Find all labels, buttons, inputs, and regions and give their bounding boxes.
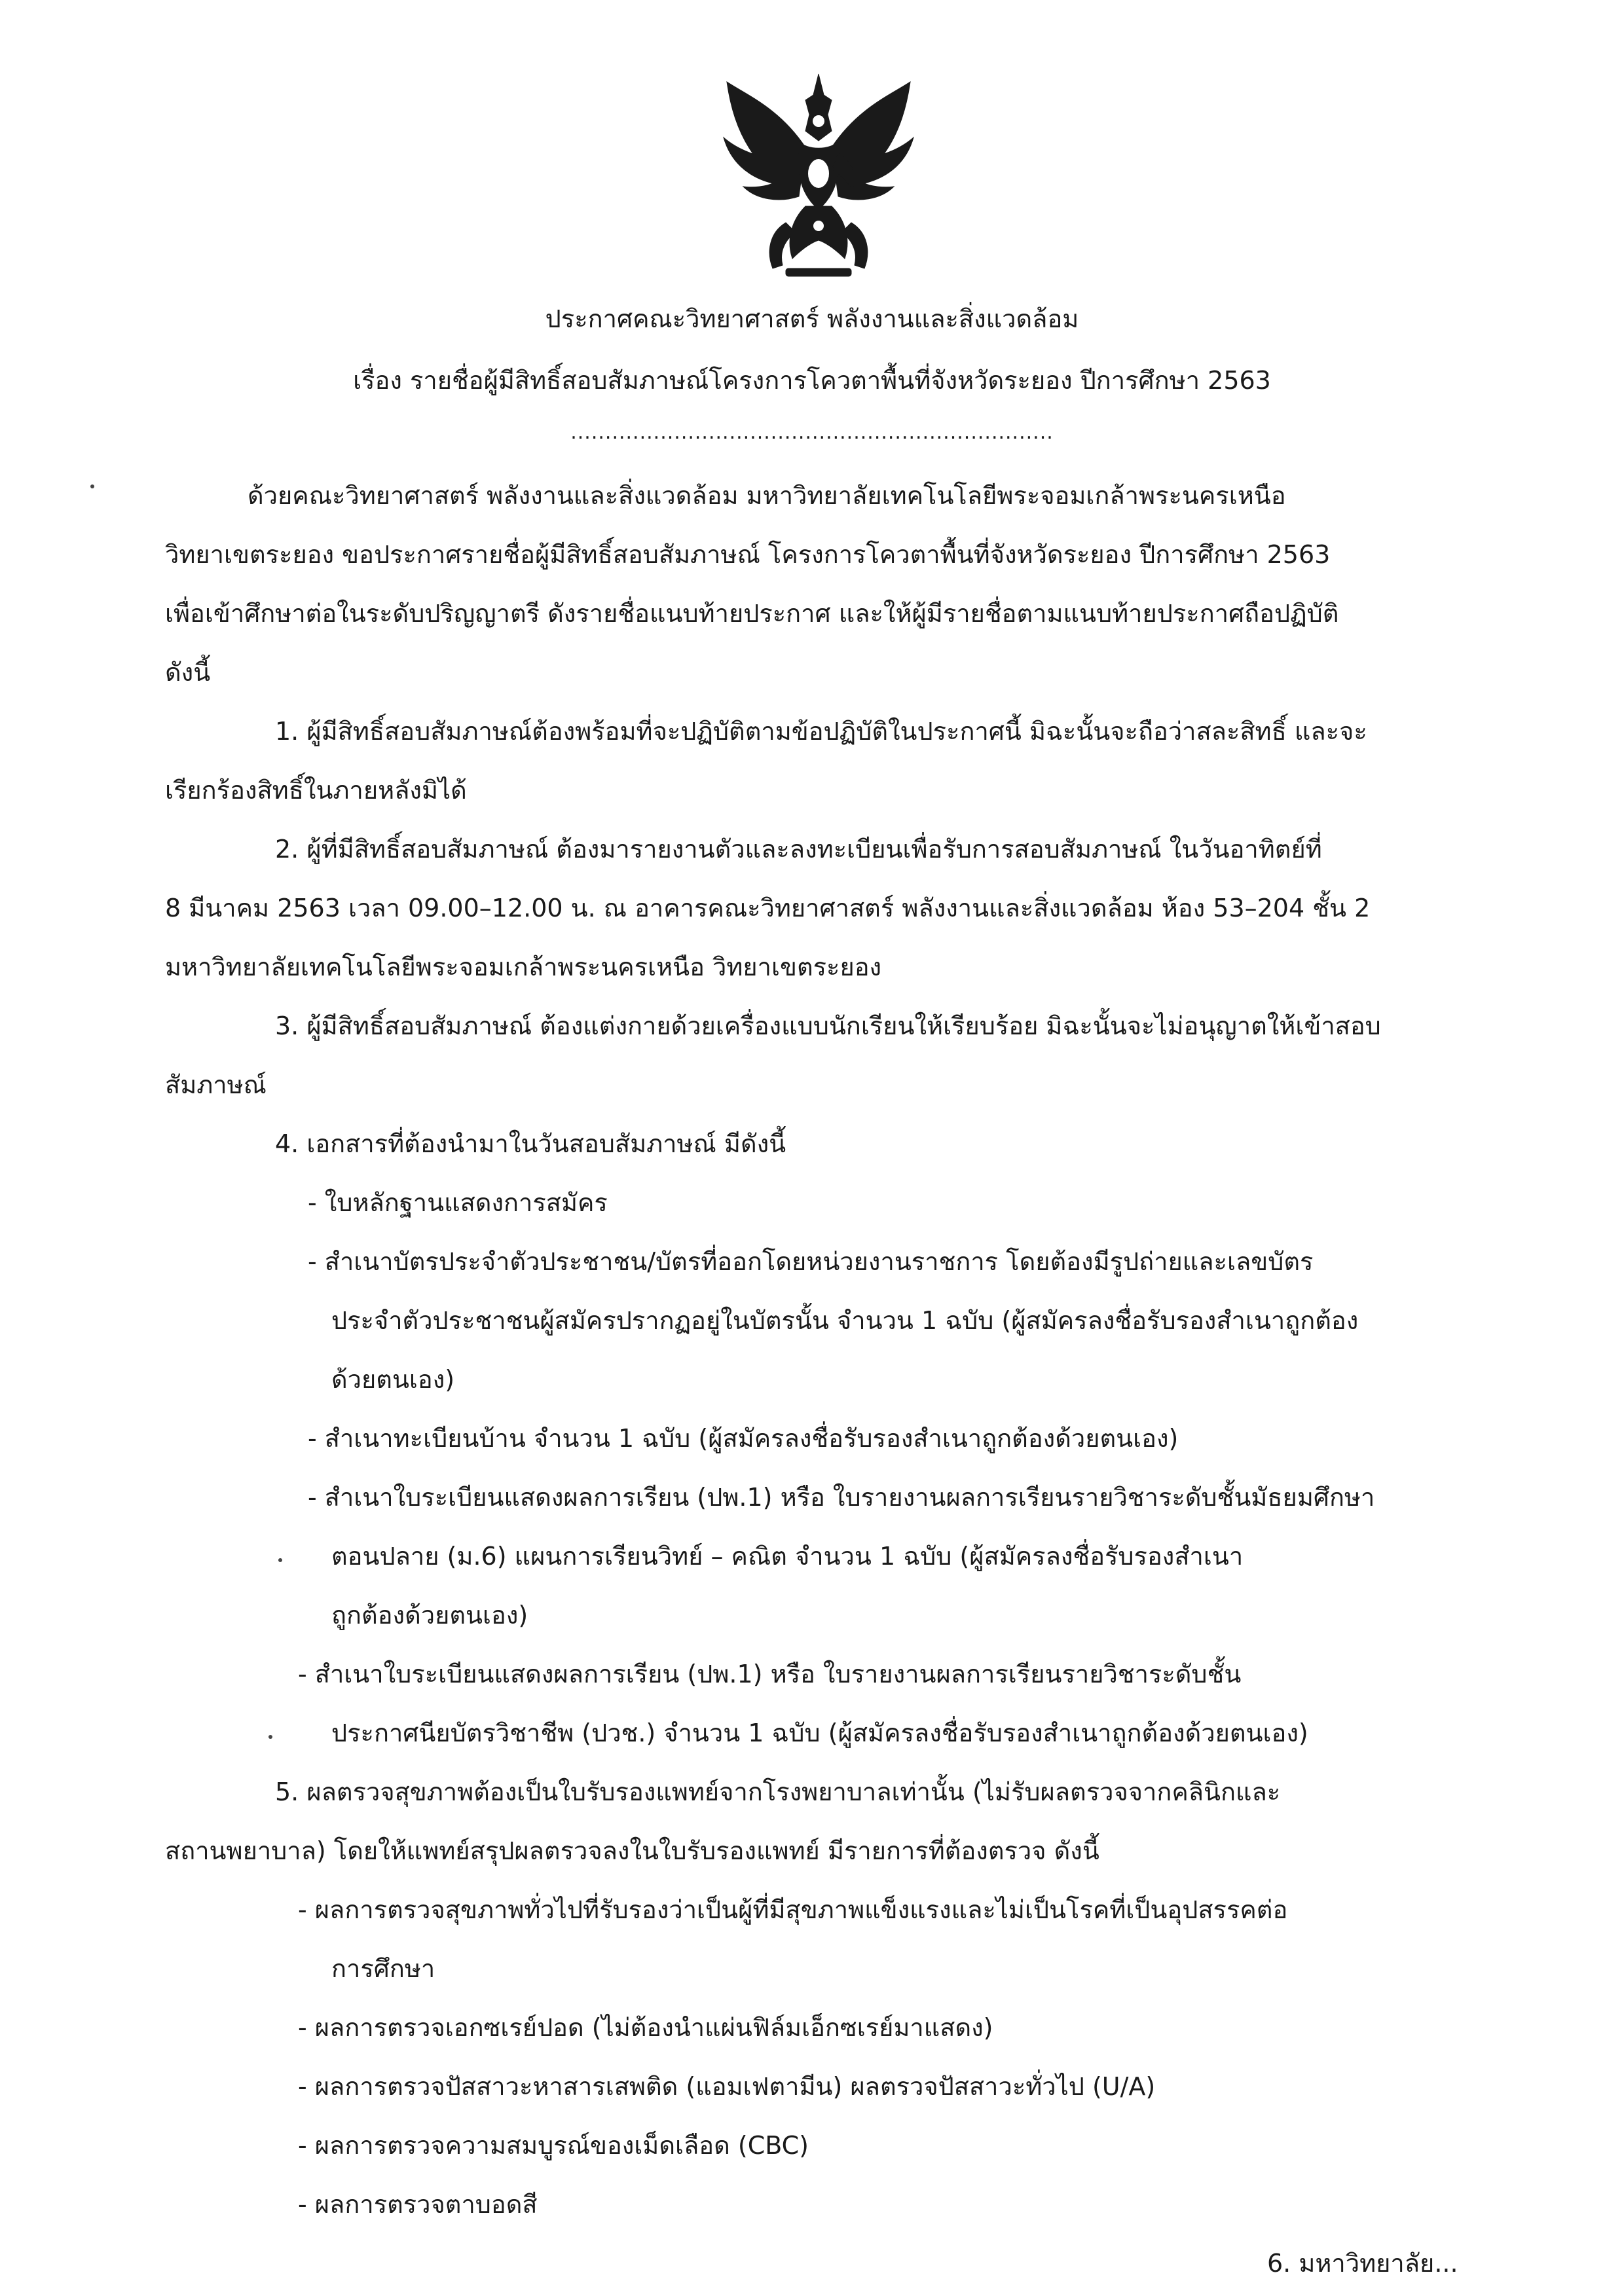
item-5-line: สถานพยาบาล) โดยให้แพทย์สรุปผลตรวจลงในใบรับรองแพทย์ มีรายการที่ต้องตรวจ ดังนี้ (165, 1836, 1099, 1865)
document-item: - สำเนาใบระเบียนแสดงผลการเรียน (ปพ.1) หรือ ใบรายงานผลการเรียนรายวิชาระดับชั้น (298, 1660, 1242, 1688)
health-check-item: - ผลการตรวจความสมบูรณ์ของเม็ดเลือด (CBC) (298, 2131, 809, 2160)
document-item-cont: ถูกต้องด้วยตนเอง) (331, 1601, 528, 1630)
item-3-line: 3. ผู้มีสิทธิ์สอบสัมภาษณ์ ต้องแต่งกายด้วยเครื่องแบบนักเรียนให้เรียบร้อย มิฉะนั้นจะไม่อนุญาตให้เข้าสอบ (275, 1011, 1381, 1040)
health-check-item-cont: การศึกษา (331, 1954, 435, 1983)
announcement-subject: เรื่อง รายชื่อผู้มีสิทธิ์สอบสัมภาษณ์โครงการโควตาพื้นที่จังหวัดระยอง ปีการศึกษา 2563 (353, 366, 1271, 395)
health-check-item: - ผลการตรวจสุขภาพทั่วไปที่รับรองว่าเป็นผู้ที่มีสุขภาพแข็งแรงและไม่เป็นโรคที่เป็นอุปสรรคต่อ (298, 1895, 1288, 1924)
announcement-title: ประกาศคณะวิทยาศาสตร์ พลังงานและสิ่งแวดล้อม (545, 304, 1079, 333)
health-check-item: - ผลการตรวจตาบอดสี (298, 2190, 538, 2219)
scan-speck (278, 1558, 282, 1562)
health-check-item: - ผลการตรวจปัสสาวะหาสารเสพติด (แอมเฟตามีน) ผลตรวจปัสสาวะทั่วไป (U/A) (298, 2072, 1156, 2101)
document-item: - สำเนาบัตรประจำตัวประชาชน/บัตรที่ออกโดยหน่วยงานราชการ โดยต้องมีรูปถ่ายและเลขบัตร (308, 1247, 1314, 1276)
document-item-cont: ประจำตัวประชาชนผู้สมัครปรากฏอยู่ในบัตรนั้น จำนวน 1 ฉบับ (ผู้สมัครลงชื่อรับรองสำเนาถูกต้อง (331, 1306, 1359, 1335)
document-item: - ใบหลักฐานแสดงการสมัคร (308, 1188, 608, 1217)
separator-dots: ...................................................................... (570, 421, 1054, 444)
document-item: - สำเนาทะเบียนบ้าน จำนวน 1 ฉบับ (ผู้สมัครลงชื่อรับรองสำเนาถูกต้องด้วยตนเอง) (308, 1424, 1179, 1453)
document-item: - สำเนาใบระเบียนแสดงผลการเรียน (ปพ.1) หรือ ใบรายงานผลการเรียนรายวิชาระดับชั้นมัธยมศึกษา (308, 1483, 1375, 1512)
health-check-item: - ผลการตรวจเอกซเรย์ปอด (ไม่ต้องนำแผ่นฟิล์มเอ็กซเรย์มาแสดง) (298, 2013, 993, 2042)
item-4-heading: 4. เอกสารที่ต้องนำมาในวันสอบสัมภาษณ์ มีดังนี้ (275, 1129, 786, 1158)
item-2-line: มหาวิทยาลัยเทคโนโลยีพระจอมเกล้าพระนครเหนือ วิทยาเขตระยอง (165, 953, 882, 981)
intro-line: ด้วยคณะวิทยาศาสตร์ พลังงานและสิ่งแวดล้อม มหาวิทยาลัยเทคโนโลยีพระจอมเกล้าพระนครเหนือ (248, 481, 1286, 510)
intro-line: ดังนี้ (165, 658, 211, 687)
scan-speck (90, 484, 94, 488)
item-1-line: 1. ผู้มีสิทธิ์สอบสัมภาษณ์ต้องพร้อมที่จะปฏิบัติตามข้อปฏิบัติในประกาศนี้ มิฉะนั้นจะถือว่าสละสิทธิ์ และจะ (275, 717, 1367, 746)
item-2-line: 2. ผู้ที่มีสิทธิ์สอบสัมภาษณ์ ต้องมารายงานตัวและลงทะเบียนเพื่อรับการสอบสัมภาษณ์ ในวันอาทิตย์ที่ (275, 835, 1322, 864)
document-item-cont: ประกาศนียบัตรวิชาชีพ (ปวช.) จำนวน 1 ฉบับ (ผู้สมัครลงชื่อรับรองสำเนาถูกต้องด้วยตนเอง) (331, 1719, 1308, 1747)
intro-line: วิทยาเขตระยอง ขอประกาศรายชื่อผู้มีสิทธิ์สอบสัมภาษณ์ โครงการโควตาพื้นที่จังหวัดระยอง ปีการศึกษา 2563 (165, 540, 1331, 569)
item-3-line: สัมภาษณ์ (165, 1070, 267, 1099)
item-1-line: เรียกร้องสิทธิ์ในภายหลังมิได้ (165, 776, 467, 805)
document-item-cont: ด้วยตนเอง) (331, 1365, 455, 1394)
garuda-emblem-icon (707, 69, 930, 285)
item-5-line: 5. ผลตรวจสุขภาพต้องเป็นใบรับรองแพทย์จากโรงพยาบาลเท่านั้น (ไม่รับผลตรวจจากคลินิกและ (275, 1777, 1281, 1806)
intro-line: เพื่อเข้าศึกษาต่อในระดับปริญญาตรี ดังรายชื่อแนบท้ายประกาศ และให้ผู้มีรายชื่อตามแนบท้ายประกาศถือปฏิบัติ (165, 599, 1339, 628)
scan-speck (268, 1735, 272, 1739)
item-2-line: 8 มีนาคม 2563 เวลา 09.00–12.00 น. ณ อาคารคณะวิทยาศาสตร์ พลังงานและสิ่งแวดล้อม ห้อง 53–204 ชั้น 2 (165, 894, 1371, 922)
page-continuation: 6. มหาวิทยาลัย... (1267, 2249, 1458, 2278)
document-item-cont: ตอนปลาย (ม.6) แผนการเรียนวิทย์ – คณิต จำนวน 1 ฉบับ (ผู้สมัครลงชื่อรับรองสำเนา (331, 1542, 1244, 1571)
